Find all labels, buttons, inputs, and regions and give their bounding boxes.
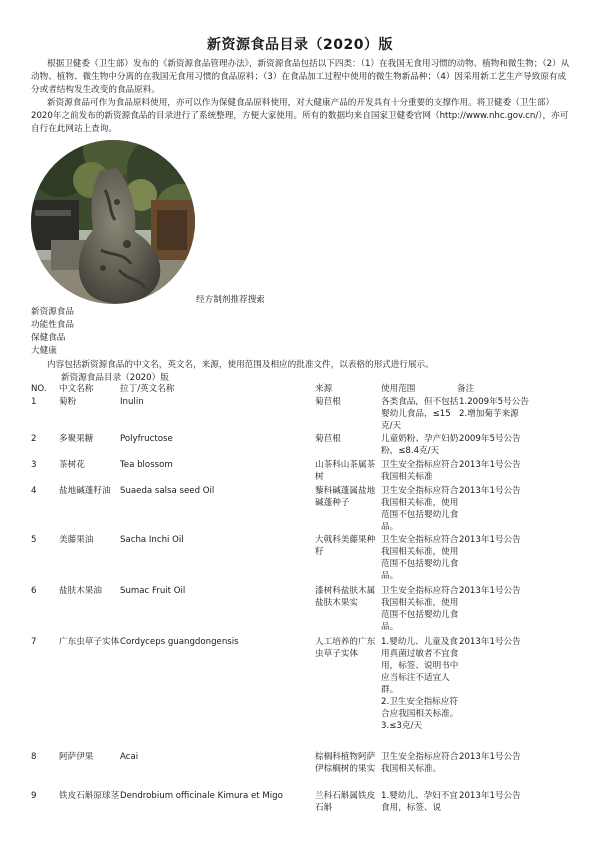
header-note: 备注 <box>457 384 475 394</box>
row-source: 藜科碱蓬属盐地碱蓬种子 <box>315 486 376 508</box>
category-item: 新资源食品 <box>31 307 74 317</box>
row-latin-name: Sacha Inchi Oil <box>120 535 184 545</box>
category-list <box>31 306 74 358</box>
row-no: 1 <box>31 397 37 407</box>
row-scope: 儿童奶粉、孕产妇奶粉，≤8.4克/天 <box>381 434 459 456</box>
category-item: 保健食品 <box>31 333 66 343</box>
row-note: 2013年1号公告 <box>459 637 521 647</box>
row-no: 9 <box>31 791 37 801</box>
row-source: 菊苣根 <box>315 397 341 407</box>
row-latin-name: Acai <box>120 752 139 762</box>
intro-text <box>31 58 573 136</box>
row-latin-name: Polyfructose <box>120 434 173 444</box>
row-latin-name: Sumac Fruit Oil <box>120 586 186 596</box>
intro-paragraph: 根据卫健委（卫生部）发布的《新资源食品管理办法》，新资源食品包括以下四类：（1）在我国无食用习惯的动物、植物和微生物；（2）从动物、植物、微生物中分离的在我国无食用习惯的食品原料；（3）在食品加工过程中使用的微生物新品种；（4）因采用新工艺生产导致原有成分或者结构发生改变的食品原料。 <box>31 59 570 95</box>
row-chinese-name: 盐地碱蓬籽油 <box>59 486 111 496</box>
header-no: NO. <box>31 384 47 394</box>
row-chinese-name: 盐肤木果油 <box>59 586 102 596</box>
row-note: 2013年1号公告 <box>459 486 521 496</box>
row-source: 棕榈科植物阿萨伊棕榈树的果实 <box>315 752 376 774</box>
row-latin-name: Inulin <box>120 397 144 407</box>
row-latin-name: Cordyceps guangdongensis <box>120 637 239 647</box>
row-note: 2013年1号公告 <box>459 752 521 762</box>
row-chinese-name: 广东虫草子实体 <box>59 637 120 647</box>
row-no: 2 <box>31 434 37 444</box>
page-title: 新资源食品目录（2020）版 <box>207 37 393 53</box>
intro-paragraph: 新资源食品可作为食品原料使用，亦可以作为保健食品原料使用，对大健康产品的开发具有十分重要的支撑作用。将卫健委（卫生部）2020年之前发布的新资源食品的目录进行了系统整理，方便大家使用。所有的数据均来自国家卫健委官网（http://www.nhc.gov.cn/），亦可自行在此网站上查询。 <box>31 98 569 134</box>
header-scope: 使用范围 <box>381 384 416 394</box>
row-no: 4 <box>31 486 37 496</box>
row-scope: 卫生安全指标应符合我国相关标准，使用范围不包括婴幼儿食品。 <box>381 586 459 632</box>
header-chinese-name: 中文名称 <box>59 384 94 394</box>
row-source: 山茶科山茶属茶树 <box>315 460 376 482</box>
category-item: 功能性食品 <box>31 320 74 330</box>
row-source: 菊苣根 <box>315 434 341 444</box>
row-chinese-name: 铁皮石斛原球茎 <box>59 791 120 801</box>
row-note: 2009年5号公告 <box>459 434 521 444</box>
row-no: 7 <box>31 637 37 647</box>
header-source: 来源 <box>315 384 333 394</box>
row-scope: 1.婴幼儿、儿童及食用真菌过敏者不宜食用，标签、说明书中应当标注不适宜人群。 2.卫生安全指标应符合应我国相关标准。 3.≤3克/天 <box>381 637 459 731</box>
row-latin-name: Tea blossom <box>120 460 173 470</box>
header-latin-name: 拉丁/英文名称 <box>120 384 175 394</box>
row-source: 兰科石斛属铁皮石斛 <box>315 791 376 813</box>
row-source: 大戟科美藤果种籽 <box>315 535 376 557</box>
category-item: 大健康 <box>31 346 57 356</box>
row-source: 人工培养的广东虫草子实体 <box>315 637 376 659</box>
table-caption: 新资源食品目录（2020）版 <box>61 373 169 383</box>
row-source: 漆树科盐肤木属盐肤木果实 <box>315 586 376 608</box>
row-chinese-name: 茶树花 <box>59 460 85 470</box>
row-scope: 卫生安全指标应符合我国相关标准，使用范围不包括婴幼儿食品。 <box>381 486 459 532</box>
row-scope: 1.婴幼儿、孕妇不宜食用，标签、说 <box>381 791 458 813</box>
row-no: 5 <box>31 535 37 545</box>
row-latin-name: Dendrobium officinale Kimura et Migo <box>120 791 283 801</box>
row-no: 6 <box>31 586 37 596</box>
row-scope: 卫生安全指标应符合我国相关标准 <box>381 460 459 482</box>
row-no: 3 <box>31 460 37 470</box>
row-chinese-name: 菊粉 <box>59 397 77 407</box>
row-chinese-name: 多聚果糖 <box>59 434 94 444</box>
row-note: 2013年1号公告 <box>459 460 521 470</box>
row-scope: 各类食品，但不包括婴幼儿食品，≤15克/天 <box>381 397 459 431</box>
row-chinese-name: 阿萨伊果 <box>59 752 94 762</box>
row-note: 2013年1号公告 <box>459 535 521 545</box>
rock-photo-image <box>31 140 195 304</box>
row-latin-name: Suaeda salsa seed Oil <box>120 486 215 496</box>
photo-rock-garden <box>31 140 195 304</box>
row-note: 2013年1号公告 <box>459 791 521 801</box>
row-note: 2013年1号公告 <box>459 586 521 596</box>
row-note: 1.2009年5号公告 2.增加菊芋来源 <box>459 397 529 419</box>
photo-caption: 经方制剂推荐搜索 <box>196 295 265 305</box>
row-scope: 卫生安全指标应符合我国相关标准。 <box>381 752 459 774</box>
row-scope: 卫生安全指标应符合我国相关标准，使用范围不包括婴幼儿食品。 <box>381 535 459 581</box>
row-no: 8 <box>31 752 37 762</box>
row-chinese-name: 美藤果油 <box>59 535 94 545</box>
table-description: 内容包括新资源食品的中文名，英文名，来源，使用范围及相应的批准文件，以表格的形式进行展示。 <box>47 360 434 370</box>
